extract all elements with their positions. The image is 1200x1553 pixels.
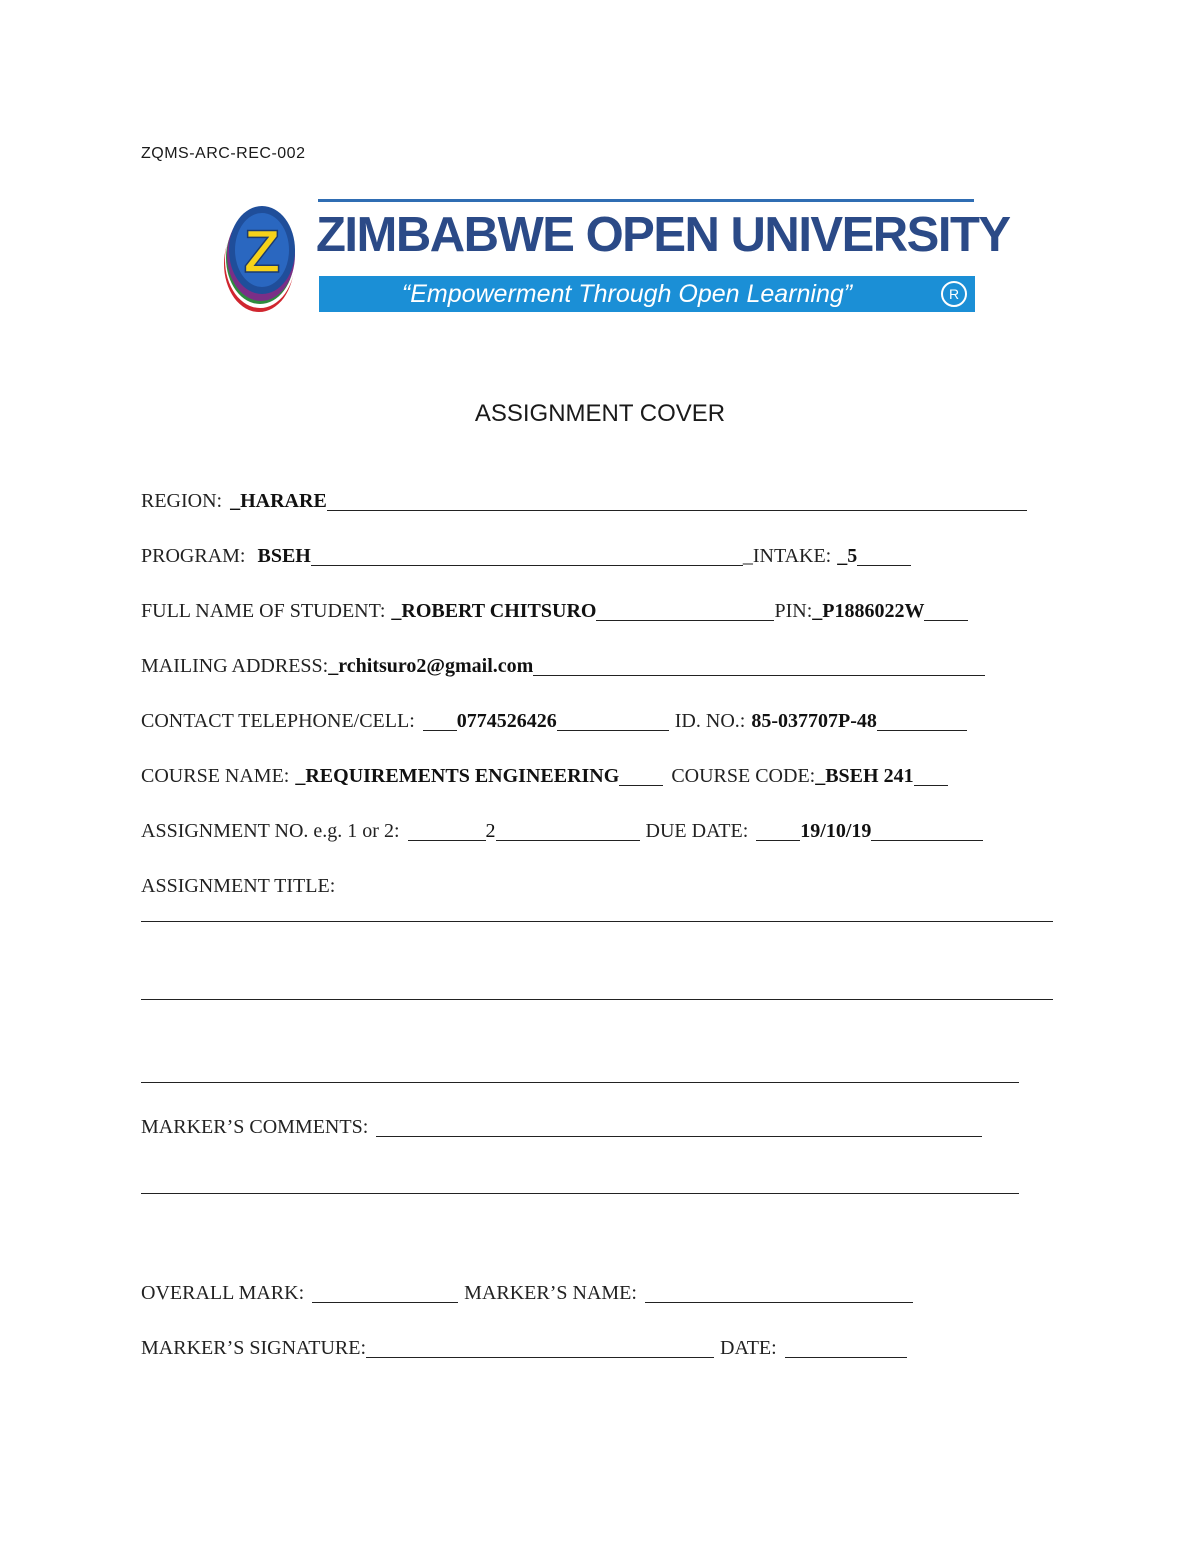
contact-value[interactable]: 0774526426 bbox=[456, 710, 557, 732]
due-date-label: DUE DATE: bbox=[645, 820, 749, 842]
markers-comments-blank[interactable] bbox=[376, 1116, 982, 1137]
course-name-label: COURSE NAME: bbox=[141, 765, 290, 787]
markers-name-label: MARKER’S NAME: bbox=[464, 1282, 637, 1304]
assignment-title-line-1[interactable] bbox=[141, 921, 1053, 922]
full-name-blank[interactable] bbox=[596, 600, 774, 621]
assignment-no-row bbox=[141, 818, 983, 844]
markers-name-blank[interactable] bbox=[645, 1282, 913, 1303]
course-row bbox=[141, 763, 948, 789]
date-label: DATE: bbox=[720, 1337, 777, 1359]
region-blank[interactable] bbox=[327, 490, 1027, 511]
markers-signature-label: MARKER’S SIGNATURE: bbox=[141, 1337, 367, 1359]
assignment-title-label: ASSIGNMENT TITLE: bbox=[141, 875, 336, 897]
full-name-value[interactable]: _ROBERT CHITSURO bbox=[391, 600, 597, 622]
markers-comments-row bbox=[141, 1114, 982, 1140]
mailing-address-row bbox=[141, 653, 985, 679]
program-blank[interactable] bbox=[311, 545, 743, 566]
page-title: ASSIGNMENT COVER bbox=[474, 400, 726, 427]
course-code-value[interactable]: _BSEH 241 bbox=[815, 765, 914, 787]
registered-mark-icon: R bbox=[941, 281, 967, 307]
university-name: ZIMBABWE OPEN UNIVERSITY bbox=[316, 208, 1010, 262]
overall-mark-row bbox=[141, 1280, 913, 1306]
overall-mark-blank[interactable] bbox=[312, 1282, 458, 1303]
due-date-blank[interactable] bbox=[871, 820, 983, 841]
mailing-address-label: MAILING ADDRESS: bbox=[141, 655, 329, 677]
document-code: ZQMS-ARC-REC-002 bbox=[141, 145, 306, 162]
contact-lead-blank[interactable] bbox=[423, 710, 457, 731]
id-no-blank[interactable] bbox=[877, 710, 967, 731]
university-tagline: “Empowerment Through Open Learning” bbox=[401, 280, 853, 308]
full-name-row bbox=[141, 598, 968, 624]
pin-blank[interactable] bbox=[924, 600, 968, 621]
logo-top-line bbox=[318, 199, 974, 202]
contact-blank[interactable] bbox=[557, 710, 669, 731]
assignment-title-row bbox=[141, 873, 335, 899]
intake-value[interactable]: _5 bbox=[837, 545, 858, 567]
program-label: PROGRAM: bbox=[141, 545, 246, 567]
program-value[interactable]: BSEH bbox=[257, 545, 311, 567]
assignment-title-line-2[interactable] bbox=[141, 999, 1053, 1000]
tagline-bar bbox=[319, 276, 975, 312]
university-logo bbox=[222, 196, 1010, 320]
intake-label: _INTAKE: bbox=[742, 545, 832, 567]
markers-comments-label: MARKER’S COMMENTS: bbox=[141, 1116, 369, 1138]
full-name-label: FULL NAME OF STUDENT: bbox=[141, 600, 386, 622]
emblem-letter: Z bbox=[243, 218, 281, 285]
assignment-no-lead-blank[interactable] bbox=[408, 820, 486, 841]
date-blank[interactable] bbox=[785, 1337, 907, 1358]
pin-label: PIN: bbox=[774, 600, 813, 622]
due-date-lead-blank[interactable] bbox=[756, 820, 800, 841]
id-no-value[interactable]: 85-037707P-48 bbox=[751, 710, 877, 732]
due-date-value[interactable]: 19/10/19 bbox=[800, 820, 872, 842]
course-name-value[interactable]: _REQUIREMENTS ENGINEERING bbox=[295, 765, 620, 787]
assignment-no-label: ASSIGNMENT NO. e.g. 1 or 2: bbox=[141, 820, 400, 842]
id-no-label: ID. NO.: bbox=[674, 710, 746, 732]
region-label: REGION: bbox=[141, 490, 223, 512]
assignment-no-blank[interactable] bbox=[496, 820, 640, 841]
contact-row bbox=[141, 708, 967, 734]
region-row bbox=[141, 488, 1027, 514]
course-code-blank[interactable] bbox=[914, 765, 948, 786]
program-row bbox=[141, 543, 911, 569]
pin-value[interactable]: _P1886022W bbox=[812, 600, 925, 622]
intake-blank[interactable] bbox=[857, 545, 911, 566]
assignment-title-line-3[interactable] bbox=[141, 1082, 1019, 1083]
markers-signature-blank[interactable] bbox=[366, 1337, 714, 1358]
mailing-address-value[interactable]: _rchitsuro2@gmail.com bbox=[328, 655, 534, 677]
overall-mark-label: OVERALL MARK: bbox=[141, 1282, 305, 1304]
university-emblem-icon bbox=[222, 200, 300, 316]
mailing-address-blank[interactable] bbox=[533, 655, 985, 676]
course-code-label: COURSE CODE: bbox=[671, 765, 816, 787]
course-name-blank[interactable] bbox=[619, 765, 663, 786]
contact-label: CONTACT TELEPHONE/CELL: bbox=[141, 710, 415, 732]
markers-signature-row bbox=[141, 1335, 907, 1361]
markers-comments-line-2[interactable] bbox=[141, 1193, 1019, 1194]
region-value[interactable]: _HARARE bbox=[230, 490, 327, 512]
assignment-no-value[interactable]: 2 bbox=[485, 820, 496, 842]
